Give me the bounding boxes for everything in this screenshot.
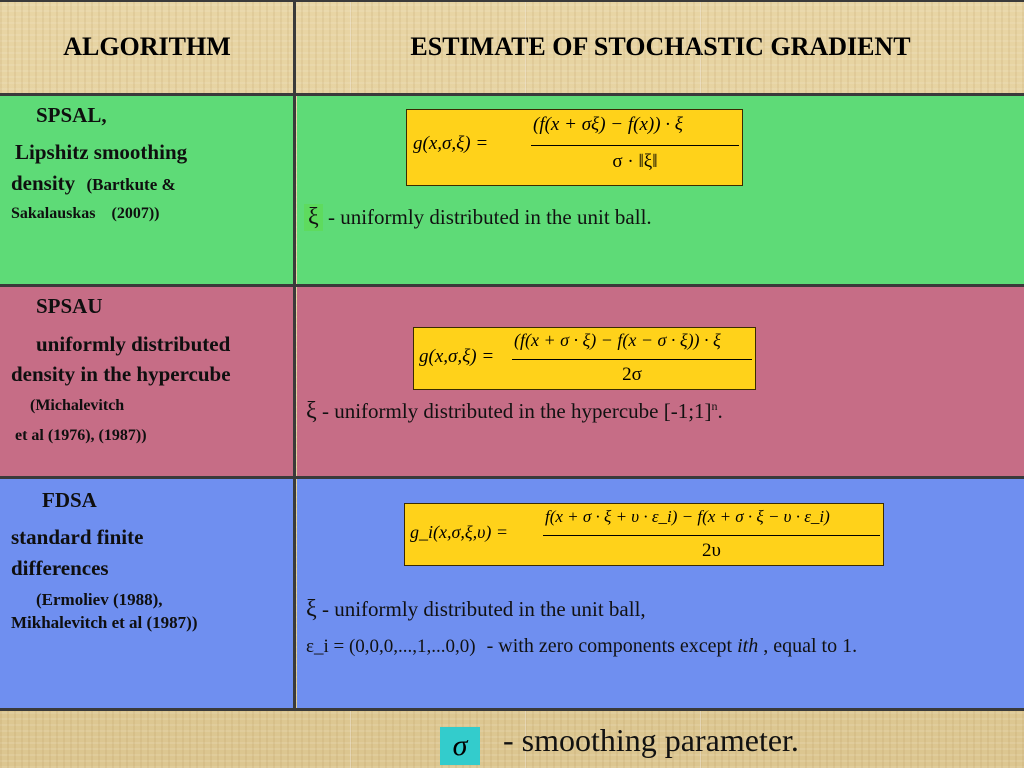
formula-box	[413, 327, 756, 390]
fraction-bar	[531, 145, 739, 146]
table-border-vertical	[293, 0, 296, 711]
formula-denominator: σ · ‖ξ‖	[612, 151, 658, 172]
algorithm-reference: Sakalauskas (2007))	[11, 205, 160, 222]
formula-box	[406, 109, 743, 186]
formula-numerator: (f(x + σ · ξ) − f(x − σ · ξ)) · ξ	[514, 330, 721, 350]
algorithm-subtitle	[11, 171, 176, 196]
description-text: - uniformly distributed in the unit ball.	[327, 205, 652, 229]
epsilon-description: - with zero components except	[486, 635, 738, 657]
formula-box	[404, 503, 884, 566]
header-algorithm: ALGORITHM	[63, 31, 231, 61]
algorithm-reference: (Ermoliev (1988),	[36, 590, 163, 609]
formula-numerator: f(x + σ · ξ + υ · ε_i) − f(x + σ · ξ − υ · ε_i)	[545, 507, 830, 526]
algorithm-subtitle: density in the hypercube	[11, 362, 231, 386]
table-border-top	[0, 0, 1024, 2]
row3-description	[306, 596, 646, 623]
row1-description	[304, 204, 652, 231]
formula-lhs: g(x,σ,ξ) =	[413, 133, 489, 154]
algorithm-reference: (Bartkute &	[86, 175, 176, 194]
xi-symbol: ξ	[306, 596, 317, 622]
epsilon-description-end: , equal to 1.	[758, 635, 858, 657]
formula-lhs: g(x,σ,ξ) =	[419, 346, 495, 367]
description-text: - uniformly distributed in the hypercube [-1;1]	[321, 399, 712, 423]
formula-numerator: (f(x + σξ) − f(x)) · ξ	[533, 114, 683, 135]
header-estimate: ESTIMATE OF STOCHASTIC GRADIENT	[410, 31, 911, 61]
algorithm-subtitle: standard finite	[11, 525, 144, 549]
formula-denominator: 2σ	[622, 364, 642, 385]
xi-symbol: ξ	[306, 398, 317, 424]
table-border	[0, 93, 1024, 96]
bg-guide-line	[350, 711, 351, 768]
table-border	[0, 284, 1024, 287]
algorithm-name: SPSAU	[36, 294, 103, 318]
algorithm-subtitle: uniformly distributed	[36, 332, 231, 356]
algorithm-reference: et al (1976), (1987))	[15, 427, 147, 444]
description-text: - uniformly distributed in the unit ball,	[321, 597, 646, 621]
fraction-bar	[543, 535, 880, 536]
algorithm-reference: (Michalevitch	[30, 397, 125, 414]
epsilon-formula: ε_i = (0,0,0,...,1,...0,0)	[306, 636, 476, 657]
epsilon-ith: ith	[737, 635, 759, 657]
description-end: .	[717, 399, 723, 423]
algorithm-name: SPSAL,	[36, 103, 107, 127]
xi-symbol-badge: ξ	[304, 204, 323, 231]
algorithm-subtitle: differences	[11, 556, 109, 580]
description-superscript: n	[711, 399, 718, 413]
fraction-bar	[512, 359, 752, 360]
table-border	[0, 708, 1024, 711]
algorithm-subtitle: Lipshitz smoothing	[15, 140, 188, 164]
bg-guide-line	[350, 0, 351, 93]
row2-description	[306, 398, 723, 425]
epsilon-definition	[306, 635, 857, 658]
footer-text: - smoothing parameter.	[503, 722, 799, 758]
algorithm-name: FDSA	[42, 488, 97, 512]
formula-denominator: 2υ	[702, 540, 721, 561]
table-border	[0, 476, 1024, 479]
formula-lhs: g_i(x,σ,ξ,υ) =	[410, 522, 508, 542]
algorithm-reference: Mikhalevitch et al (1987))	[11, 613, 198, 632]
algorithm-subtitle-text: density	[11, 171, 76, 195]
bg-guide-line	[525, 0, 526, 93]
sigma-badge: σ	[440, 727, 480, 765]
bg-guide-line	[700, 0, 701, 93]
